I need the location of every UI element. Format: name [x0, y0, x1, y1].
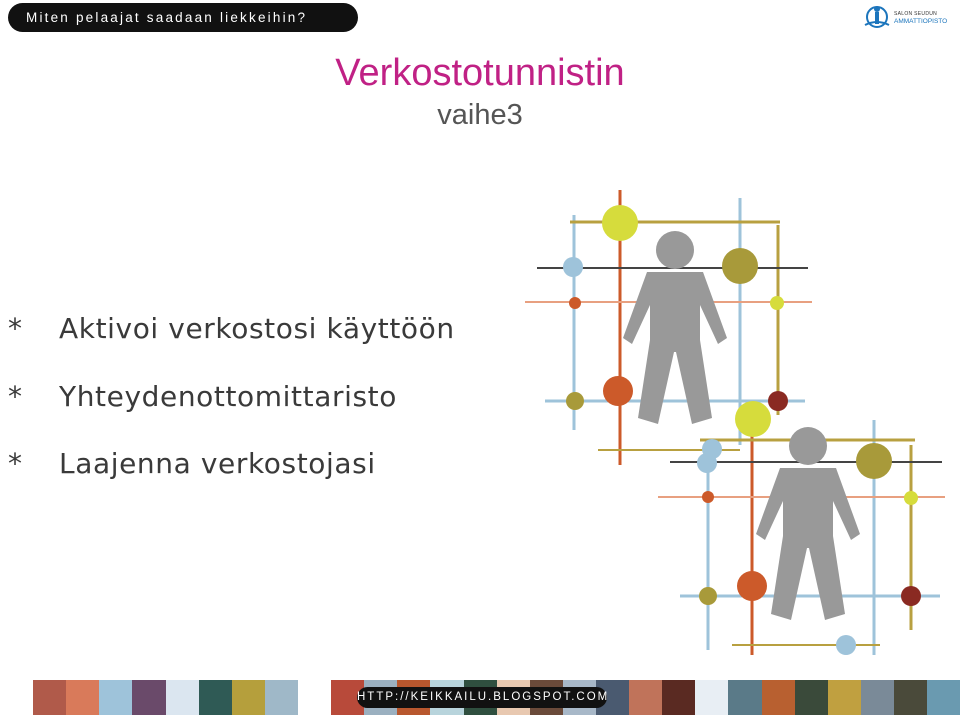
school-logo: [862, 3, 956, 30]
bullet-text: Laajenna verkostojasi: [59, 447, 376, 480]
network-illustration: [520, 180, 960, 670]
footer-swatch: [99, 680, 132, 715]
footer-blog-link[interactable]: HTTP://KEIKKAILU.BLOGSPOT.COM: [357, 687, 607, 708]
footer-swatch: [927, 680, 960, 715]
footer-swatch: [199, 680, 232, 715]
bullet-mark: *: [8, 312, 22, 345]
footer-swatch: [695, 680, 728, 715]
header-banner: Miten pelaajat saadaan liekkeihin?: [8, 3, 358, 32]
footer-swatch: [166, 680, 199, 715]
footer-swatch: [795, 680, 828, 715]
logo-emblem-icon: [862, 3, 892, 30]
footer-swatch: [298, 680, 331, 715]
bullet-mark: *: [8, 380, 22, 413]
footer-swatch: [662, 680, 695, 715]
footer-swatch: [132, 680, 165, 715]
slide-title: Verkostotunnistin: [335, 52, 625, 94]
footer-swatch: [265, 680, 298, 715]
person-figure-upper: [623, 231, 727, 424]
footer-swatch: [728, 680, 761, 715]
footer-swatch: [33, 680, 66, 715]
bullet-text: Aktivoi verkostosi käyttöön: [59, 312, 455, 345]
person-figure-lower: [756, 427, 860, 620]
footer-swatch: [629, 680, 662, 715]
logo-text-line1: SALON SEUDUN: [894, 11, 938, 17]
bullet-mark: *: [8, 447, 22, 480]
footer-swatch: [762, 680, 795, 715]
slide-subtitle: vaihe3: [437, 99, 523, 131]
footer-swatch: [232, 680, 265, 715]
bullet-text: Yhteydenottomittaristo: [59, 380, 397, 413]
logo-text-line2: AMMATTIOPISTO: [894, 18, 948, 25]
footer-swatch: [828, 680, 861, 715]
footer-swatch: [861, 680, 894, 715]
footer-swatch: [66, 680, 99, 715]
footer-swatch: [0, 680, 33, 715]
footer-swatch: [894, 680, 927, 715]
